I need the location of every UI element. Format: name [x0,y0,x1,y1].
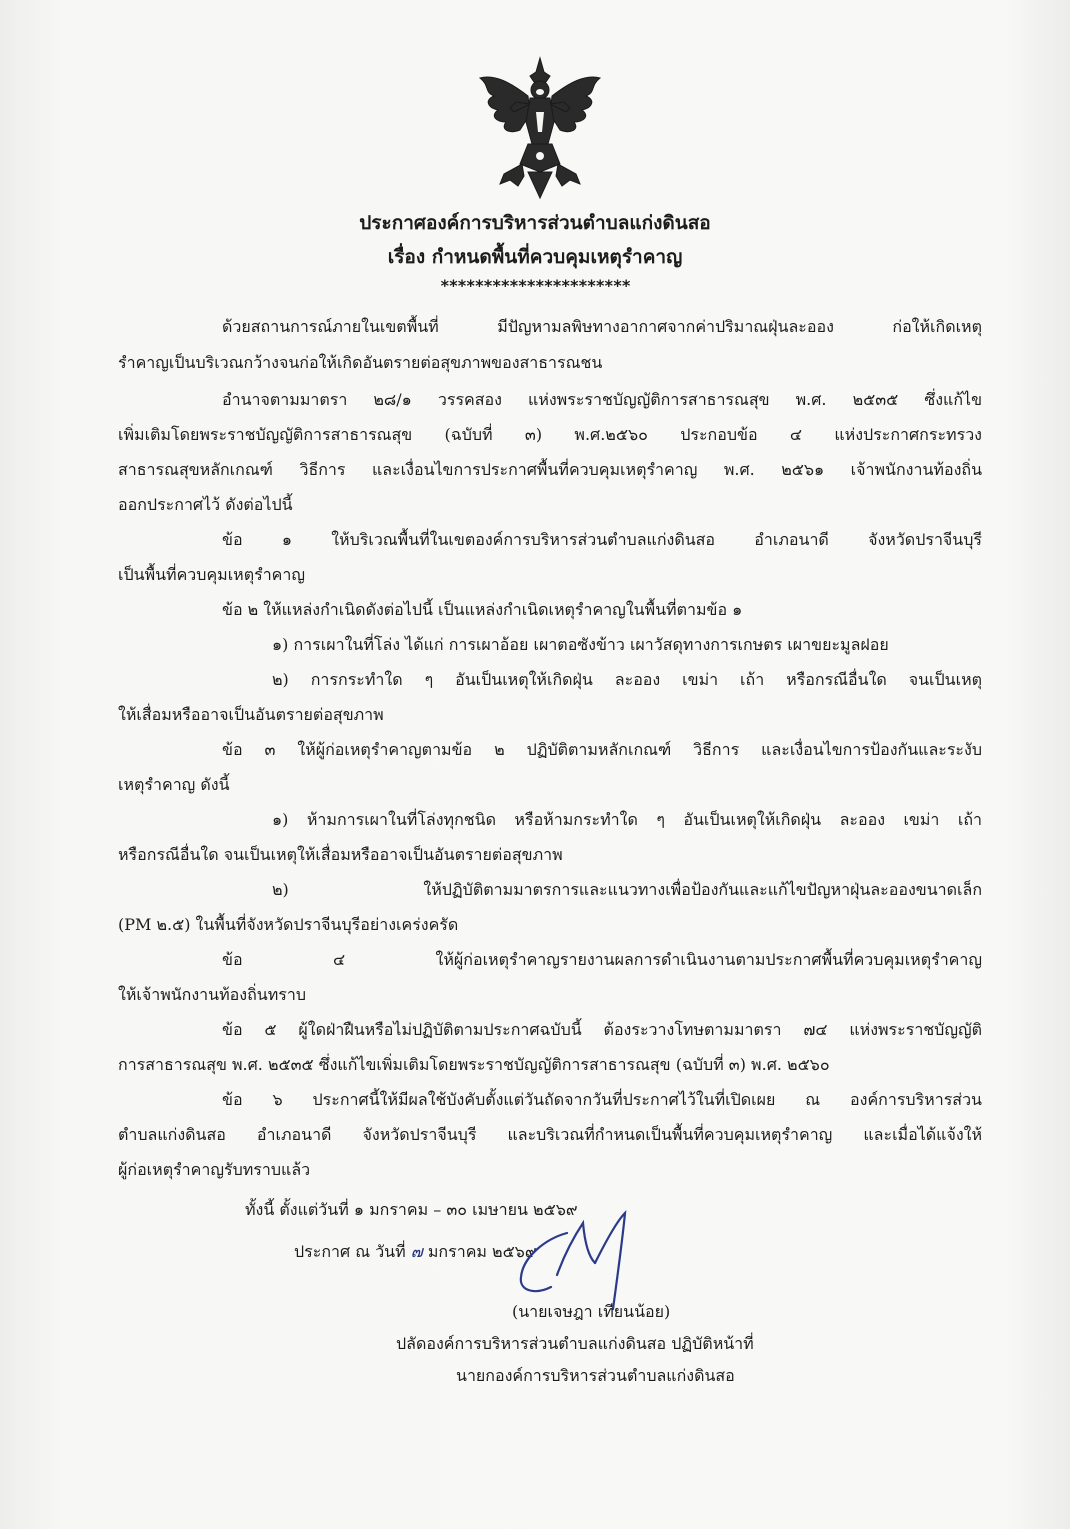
announce-month-year: มกราคม ๒๕๖๙ [427,1242,537,1261]
clause-1-line-1: ข้อ ๑ ให้บริเวณพื้นที่ในเขตองค์การบริหารส่วนตำบลแก่งดินสอ อำเภอนาดี จังหวัดปราจีนบุรี [222,530,982,549]
paragraph-1-line-1: ด้วยสถานการณ์ภายในเขตพื้นที่ มีปัญหามลพิษทางอากาศจากค่าปริมาณฝุ่นละออง ก่อให้เกิดเหตุ [222,317,982,336]
document-subject: เรื่อง กำหนดพื้นที่ควบคุมเหตุรำคาญ [387,246,683,268]
clause-2-line-1: ข้อ ๒ ให้แหล่งกำเนิดดังต่อไปนี้ เป็นแหล่งกำเนิดเหตุรำคาญในพื้นที่ตามข้อ ๑ [222,600,743,619]
announce-prefix: ประกาศ ณ วันที่ [294,1242,406,1261]
paragraph-2-line-2: เพิ่มเติมโดยพระราชบัญญัติการสาธารณสุข (ฉบับที่ ๓) พ.ศ.๒๕๖๐ ประกอบข้อ ๔ แห่งประกาศกระทรวง [118,425,982,444]
signer-name: (นายเจษฎา เทียนน้อย) [512,1302,671,1321]
clause-3-line-2: เหตุรำคาญ ดังนี้ [118,775,230,794]
clause-5-line-2: การสาธารณสุข พ.ศ. ๒๕๓๕ ซึ่งแก้ไขเพิ่มเติมโดยพระราชบัญญัติการสาธารณสุข (ฉบับที่ ๓) พ.ศ. ๒๕๖๐ [118,1055,830,1074]
clause-4-line-2: ให้เจ้าพนักงานท้องถิ่นทราบ [118,985,306,1004]
signer-position: ปลัดองค์การบริหารส่วนตำบลแก่งดินสอ ปฏิบัติหน้าที่ [396,1334,754,1353]
clause-4-line-1: ข้อ ๔ ให้ผู้ก่อเหตุรำคาญรายงานผลการดำเนินงานตามประกาศพื้นที่ควบคุมเหตุรำคาญ [222,950,982,969]
paragraph-2-line-4: ออกประกาศไว้ ดังต่อไปนี้ [118,495,293,514]
effective-period: ทั้งนี้ ตั้งแต่วันที่ ๑ มกราคม – ๓๐ เมษายน ๒๕๖๙ [245,1200,578,1219]
clause-3-sub-2-line-2: (PM ๒.๕) ในพื้นที่จังหวัดปราจีนบุรีอย่างเคร่งครัด [118,915,459,934]
clause-3-sub-1-line-1: ๑) ห้ามการเผาในที่โล่งทุกชนิด หรือห้ามกระทำใด ๆ อันเป็นเหตุให้เกิดฝุ่น ละออง เขม่า เถ้า [272,810,982,829]
title-divider: ********************** [440,276,630,295]
clause-5-line-1: ข้อ ๕ ผู้ใดฝ่าฝืนหรือไม่ปฏิบัติตามประกาศฉบับนี้ ต้องระวางโทษตามมาตรา ๗๔ แห่งพระราชบัญญัติ [222,1020,982,1039]
paragraph-2-line-3: สาธารณสุขหลักเกณฑ์ วิธีการ และเงื่อนไขการประกาศพื้นที่ควบคุมเหตุรำคาญ พ.ศ. ๒๕๖๑ เจ้าพนักงานท้องถิ่น [118,460,982,479]
clause-3-sub-2-line-1: ๒) ให้ปฏิบัติตามมาตรการและแนวทางเพื่อป้องกันและแก้ไขปัญหาฝุ่นละอองขนาดเล็ก [272,880,982,899]
paragraph-1-line-2: รำคาญเป็นบริเวณกว้างจนก่อให้เกิดอันตรายต่อสุขภาพของสาธารณชน [118,353,603,372]
clause-6-line-2: ตำบลแก่งดินสอ อำเภอนาดี จังหวัดปราจีนบุรี และบริเวณที่กำหนดเป็นพื้นที่ควบคุมเหตุรำคาญ และเมื่อได้แจ้งให้ [118,1125,982,1144]
paragraph-2-line-1: อำนาจตามมาตรา ๒๘/๑ วรรคสอง แห่งพระราชบัญญัติการสาธารณสุข พ.ศ. ๒๕๓๕ ซึ่งแก้ไข [222,390,982,409]
clause-1-line-2: เป็นพื้นที่ควบคุมเหตุรำคาญ [118,565,305,584]
announcement-date [294,1241,537,1263]
garuda-emblem-icon [470,52,610,202]
clause-2-sub-2-line-1: ๒) การกระทำใด ๆ อันเป็นเหตุให้เกิดฝุ่น ละออง เขม่า เถ้า หรือกรณีอื่นใด จนเป็นเหตุ [272,670,982,689]
announce-day: ๗ [410,1242,423,1261]
clause-3-sub-1-line-2: หรือกรณีอื่นใด จนเป็นเหตุให้เสื่อมหรืออาจเป็นอันตรายต่อสุขภาพ [118,845,563,864]
document-title: ประกาศองค์การบริหารส่วนตำบลแก่งดินสอ [359,212,711,234]
clause-2-sub-2-line-2: ให้เสื่อมหรืออาจเป็นอันตรายต่อสุขภาพ [118,705,384,724]
signer-role: นายกองค์การบริหารส่วนตำบลแก่งดินสอ [456,1366,735,1385]
clause-6-line-3: ผู้ก่อเหตุรำคาญรับทราบแล้ว [118,1160,311,1179]
clause-6-line-1: ข้อ ๖ ประกาศนี้ให้มีผลใช้บังคับตั้งแต่วันถัดจากวันที่ประกาศไว้ในที่เปิดเผย ณ องค์การบริหารส่วน [222,1090,982,1109]
clause-3-line-1: ข้อ ๓ ให้ผู้ก่อเหตุรำคาญตามข้อ ๒ ปฏิบัติตามหลักเกณฑ์ วิธีการ และเงื่อนไขการป้องกันและระงับ [222,740,982,759]
handwritten-signature [505,1205,650,1315]
clause-2-sub-1: ๑) การเผาในที่โล่ง ได้แก่ การเผาอ้อย เผาตอซังข้าว เผาวัสดุทางการเกษตร เผาขยะมูลฝอย [272,635,889,654]
